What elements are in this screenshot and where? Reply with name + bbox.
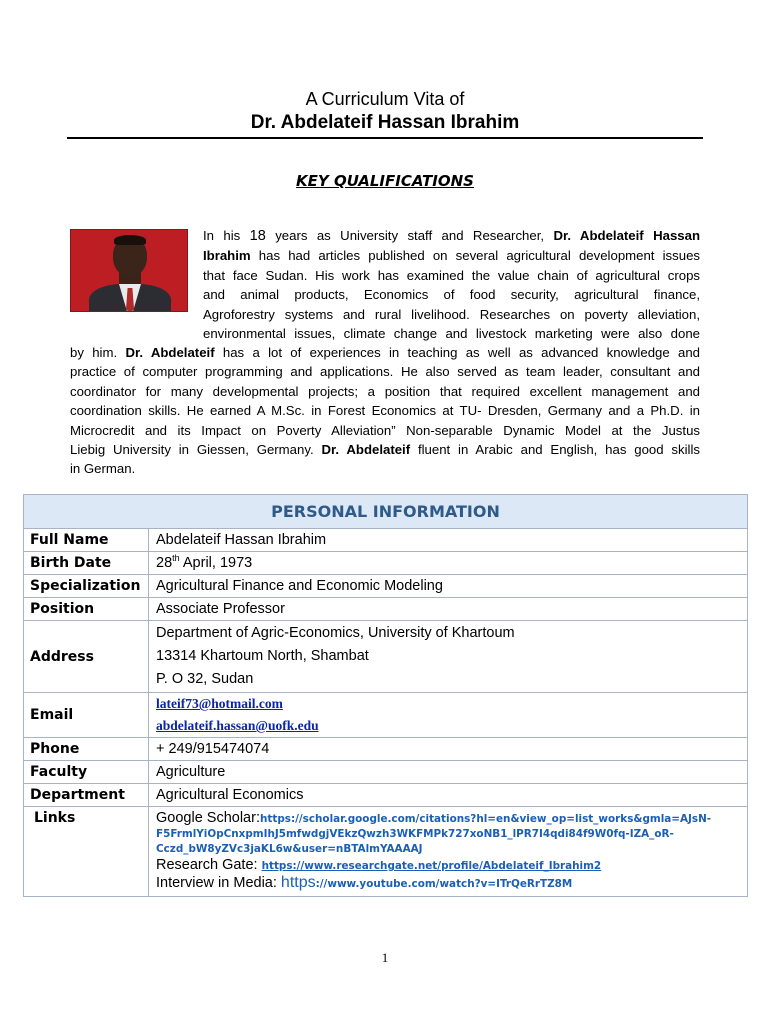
google-scholar-link[interactable]: https://scholar.google.com/citations?hl=en&view_op=list_works&gmla=AJsN- [259, 813, 712, 825]
table-row [24, 552, 748, 575]
email-link-uofk[interactable]: abdelateif.hassan@uofk.edu [156, 718, 319, 733]
google-scholar-link-cont[interactable]: F5FrmlYiOpCnxpmIhJ5mfwdgjVEkzQwzh3WKFMPk727xoNB1_lPR7I4qdi84f9W0fq-IZA_oR- [156, 828, 674, 840]
faculty-value: Agriculture [149, 761, 748, 784]
title-line-1: A Curriculum Vita of [305, 89, 465, 109]
links-value [149, 807, 748, 897]
google-scholar-link-cont[interactable]: Cczd_bW8yZVc3jaKL6w&user=nBTAlmYAAAAJ [156, 843, 423, 855]
address-label: Address [24, 621, 149, 693]
qual-line-4: and animal products, Economics of food security, agricultural finance, [203, 287, 700, 303]
qual-line-12: Liebig University in Giessen, Germany. Dr. Abdelateif fluent in Arabic and English, has good skills [70, 442, 700, 458]
google-scholar-prefix: Google Scholar: [156, 810, 260, 826]
full-name-value: Abdelateif Hassan Ibrahim [149, 529, 748, 552]
title-name: Dr. Abdelateif Hassan Ibrahim [250, 112, 520, 133]
media-interview-link[interactable]: ://www.youtube.com/watch?v=ITrQeRrTZ8M [315, 878, 573, 890]
phone-value: + 249/915474074 [149, 738, 748, 761]
media-link-scheme[interactable]: https [280, 874, 316, 891]
qual-line-2: Ibrahim has had articles published on several agricultural development issues [203, 248, 700, 264]
links-label: Links [24, 807, 149, 897]
position-label: Position [24, 598, 149, 621]
phone-label: Phone [24, 738, 149, 761]
email-value [149, 693, 748, 738]
table-row [24, 598, 748, 621]
personal-information-table [23, 494, 748, 897]
address-line: P. O 32, Sudan [156, 671, 254, 687]
personal-information-heading: PERSONAL INFORMATION [24, 495, 748, 529]
table-row [24, 807, 748, 897]
research-gate-link[interactable]: https://www.researchgate.net/profile/Abdelateif_Ibrahim2 [261, 860, 602, 872]
qual-line-1: In his 18 years as University staff and Researcher, Dr. Abdelateif Hassan [203, 228, 700, 244]
profile-photo [70, 229, 188, 312]
faculty-label: Faculty [24, 761, 149, 784]
table-row [24, 529, 748, 552]
email-link-hotmail[interactable]: lateif73@hotmail.com [156, 696, 283, 711]
department-value: Agricultural Economics [149, 784, 748, 807]
research-gate-prefix: Research Gate: [156, 857, 262, 873]
department-label: Department [24, 784, 149, 807]
address-line: Department of Agric-Economics, University of Khartoum [156, 625, 515, 641]
qual-line-10: coordination skills. He earned A M.Sc. in Forest Economics at TU- Dresden, Germany and a Ph.D. in [70, 403, 700, 419]
qual-line-8: practice of computer programming and applications. He also served as team leader, consultant and [70, 364, 700, 380]
address-line: 13314 Khartoum North, Shambat [156, 648, 369, 664]
birth-date-value: 28th April, 1973 [149, 552, 748, 575]
media-interview-prefix: Interview in Media: [156, 875, 281, 891]
title-rule [67, 137, 703, 139]
qual-line-5: Agroforestry systems and rural livelihood. Researches on poverty alleviation, [203, 306, 700, 322]
page-number: 1 [381, 950, 389, 965]
specialization-label: Specialization [24, 575, 149, 598]
table-row [24, 761, 748, 784]
address-value [149, 621, 748, 693]
full-name-label: Full Name [24, 529, 149, 552]
qual-line-7: by him. Dr. Abdelateif has a lot of experiences in teaching as well as advanced knowledge and [70, 345, 701, 360]
birth-date-label: Birth Date [24, 552, 149, 575]
qual-line-6: environmental issues, climate change and livestock marketing were also done [203, 326, 700, 342]
qualifications-paragraph-top [203, 226, 700, 343]
key-qualifications-heading: KEY QUALIFICATIONS [296, 172, 474, 190]
email-label: Email [24, 693, 149, 738]
table-row [24, 693, 748, 738]
media-interview-line [156, 874, 740, 892]
qual-line-11: Microcredit and its Impact on Poverty Alleviation” Non-separable Dynamic Model at the Justus [70, 422, 700, 438]
research-gate-line [156, 857, 740, 874]
qualifications-paragraph-full [70, 343, 700, 479]
table-row [24, 575, 748, 598]
qual-line-9: coordinator for many developmental projects; a position that required excellent management and [70, 383, 700, 399]
google-scholar-line [156, 810, 740, 827]
qual-line-3: that face Sudan. His work has examined the value chain of agricultural crops [203, 267, 700, 283]
table-row [24, 621, 748, 693]
table-row [24, 738, 748, 761]
specialization-value: Agricultural Finance and Economic Modeling [149, 575, 748, 598]
table-row [24, 784, 748, 807]
position-value: Associate Professor [149, 598, 748, 621]
qual-line-13: in German. [70, 461, 136, 477]
